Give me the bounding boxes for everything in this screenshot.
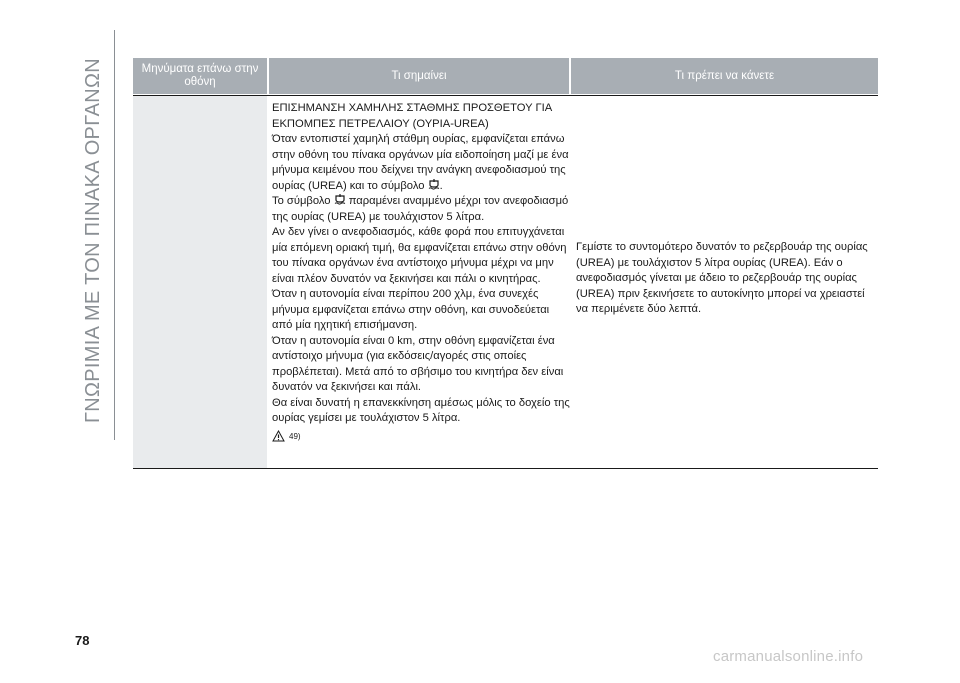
page-number: 78: [75, 633, 90, 648]
reference-number: 49): [289, 431, 301, 441]
meaning-paragraph: Το σύμβολο παραμένει αναμμένο μέχρι τον ανεφοδιασμό της ουρίας (UREA) με τουλάχιστον 5 λίτρα.: [272, 195, 569, 223]
section-side-title-text: ΓΝΩΡΙΜΙΑ ΜΕ ΤΟΝ ΠΙΝΑΚΑ ΟΡΓΑΝΩΝ: [82, 57, 105, 423]
urea-warning-icon: [428, 179, 440, 190]
side-divider: [114, 30, 115, 440]
header-action: Τι πρέπει να κάνετε: [571, 58, 878, 94]
watermark: carmanualsonline.info: [713, 648, 864, 665]
header-messages: Μηνύματα επάνω στην οθόνη: [133, 58, 267, 94]
meaning-paragraph: Αν δεν γίνει ο ανεφοδιασμός, κάθε φορά που επιτυγχάνεται μία επόμενη οριακή τιμή, θα εμφανίζεται επάνω στην οθόνη του πίνακα οργάνων ένα αντίστοιχο μήνυμα μέχρι να μην είναι πλέον δυνατόν να ξεκινήσει και πάλι ο κινητήρας.: [272, 226, 567, 285]
meaning-title: ΕΠΙΣΗΜΑΝΣΗ ΧΑΜΗΛΗΣ ΣΤΑΘΜΗΣ ΠΡΟΣΘΕΤΟΥ ΓΙΑ ΕΚΠΟΜΠΕΣ ΠΕΤΡΕΛΑΙΟΥ (ΟΥΡΙΑ-UREA): [272, 102, 552, 130]
table-bottom-divider: [133, 468, 878, 469]
table-header: [133, 58, 878, 94]
urea-warning-icon: [334, 194, 346, 205]
warning-reference: [272, 429, 572, 445]
messages-cell: [133, 96, 267, 468]
meaning-paragraph: Θα είναι δυνατή η επανεκκίνηση αμέσως μόλις το δοχείο της ουρίας γεμίσει με τουλάχιστον 5 λίτρα.: [272, 396, 570, 424]
action-cell: Γεμίστε το συντομότερο δυνατόν το ρεζερβουάρ της ουρίας (UREA) με τουλάχιστον 5 λίτρα ουρίας (UREA). Εάν ο ανεφοδιασμός γίνεται με άδειο το ρεζερβουάρ της ουρίας (UREA) πριν ξεκινήσετε το αυτοκίνητο μπορεί να χρειαστεί να περιμένετε δύο λεπτά.: [576, 241, 868, 315]
header-meaning: Τι σημαίνει: [269, 58, 569, 94]
meaning-paragraph: Όταν εντοπιστεί χαμηλή στάθμη ουρίας, εμφανίζεται επάνω στην οθόνη του πίνακα οργάνων μία ειδοποίηση μαζί με ένα μήνυμα κειμένου που δείχνει την ανάγκη ανεφοδιασμού της ουρίας (UREA) και το σύμβολο .: [272, 133, 569, 192]
section-side-title: [74, 40, 114, 440]
meaning-paragraph: Όταν η αυτονομία είναι 0 km, στην οθόνη εμφανίζεται ένα αντίστοιχο μήνυμα (για εκδόσεις/αγορές στις οποίες προβλέπεται). Μετά από το σβήσιμο του κινητήρα δεν είναι δυνατόν να ξεκινήσει και πάλι.: [272, 334, 564, 393]
meaning-cell: [272, 101, 572, 444]
warning-triangle-icon: [272, 430, 285, 442]
meaning-paragraph: Όταν η αυτονομία είναι περίπου 200 χλμ, ένα συνεχές μήνυμα εμφανίζεται επάνω στην οθόνη, και συνοδεύεται από μία ηχητική επισήμανση.: [272, 288, 550, 331]
